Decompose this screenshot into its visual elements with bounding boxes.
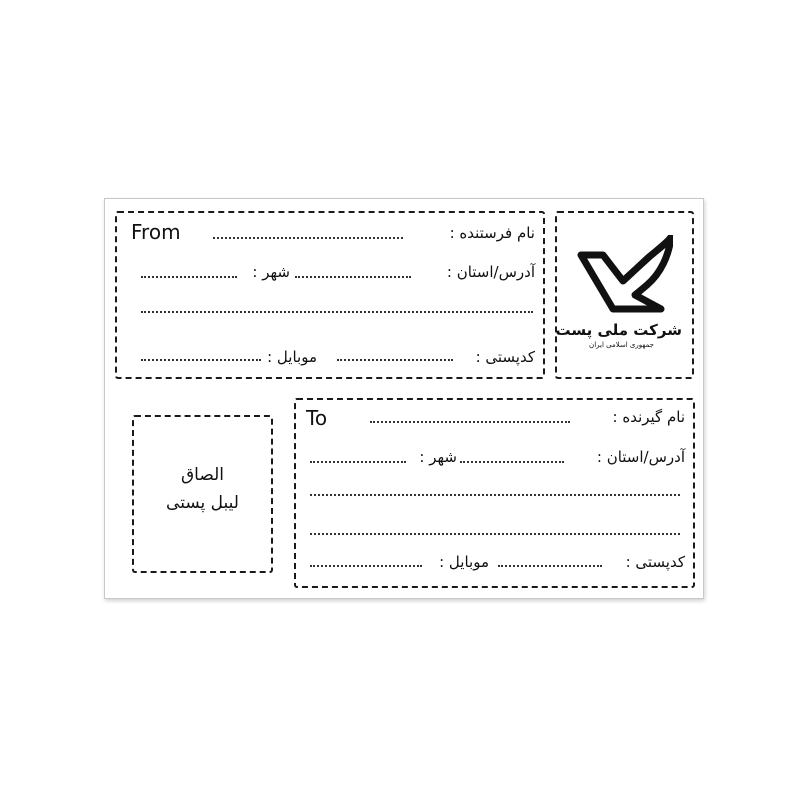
sender-address-line-2[interactable]	[141, 311, 533, 313]
recipient-section	[294, 398, 695, 588]
label-line-1: الصاق	[180, 465, 224, 485]
sender-address-field[interactable]	[295, 276, 411, 278]
sender-name-label: نام فرستنده :	[449, 224, 535, 242]
sender-address-label: آدرس/استان :	[446, 263, 535, 281]
sender-city-field[interactable]	[141, 276, 237, 278]
post-bird-icon	[577, 235, 673, 315]
recipient-address-label: آدرس/استان :	[596, 448, 685, 466]
recipient-address-field[interactable]	[460, 461, 564, 463]
sender-postal-code-field[interactable]	[337, 359, 453, 361]
company-subtitle: جمهوری اسلامی ایران	[589, 341, 654, 349]
logo-section	[555, 211, 694, 379]
postal-label-card	[104, 198, 704, 599]
to-label: To	[306, 406, 328, 430]
from-label: From	[131, 220, 181, 244]
recipient-address-line-2[interactable]	[310, 494, 680, 496]
recipient-address-line-3[interactable]	[310, 533, 680, 535]
sender-name-field[interactable]	[213, 237, 403, 239]
recipient-city-label: شهر :	[419, 448, 457, 466]
recipient-mobile-label: موبایل :	[439, 553, 489, 571]
label-placeholder	[132, 415, 273, 573]
label-line-2: لیبل پستی	[166, 493, 239, 513]
recipient-name-label: نام گیرنده :	[612, 408, 685, 426]
sender-section	[115, 211, 545, 379]
sender-mobile-label: موبایل :	[267, 348, 317, 366]
recipient-name-field[interactable]	[370, 421, 570, 423]
sender-city-label: شهر :	[252, 263, 290, 281]
recipient-postal-code-label: کدپستی :	[625, 553, 685, 571]
company-name: شرکت ملی پست	[555, 321, 682, 339]
sender-postal-code-label: کدپستی :	[475, 348, 535, 366]
recipient-mobile-field[interactable]	[310, 565, 422, 567]
recipient-postal-code-field[interactable]	[498, 565, 602, 567]
recipient-city-field[interactable]	[310, 461, 406, 463]
sender-mobile-field[interactable]	[141, 359, 261, 361]
